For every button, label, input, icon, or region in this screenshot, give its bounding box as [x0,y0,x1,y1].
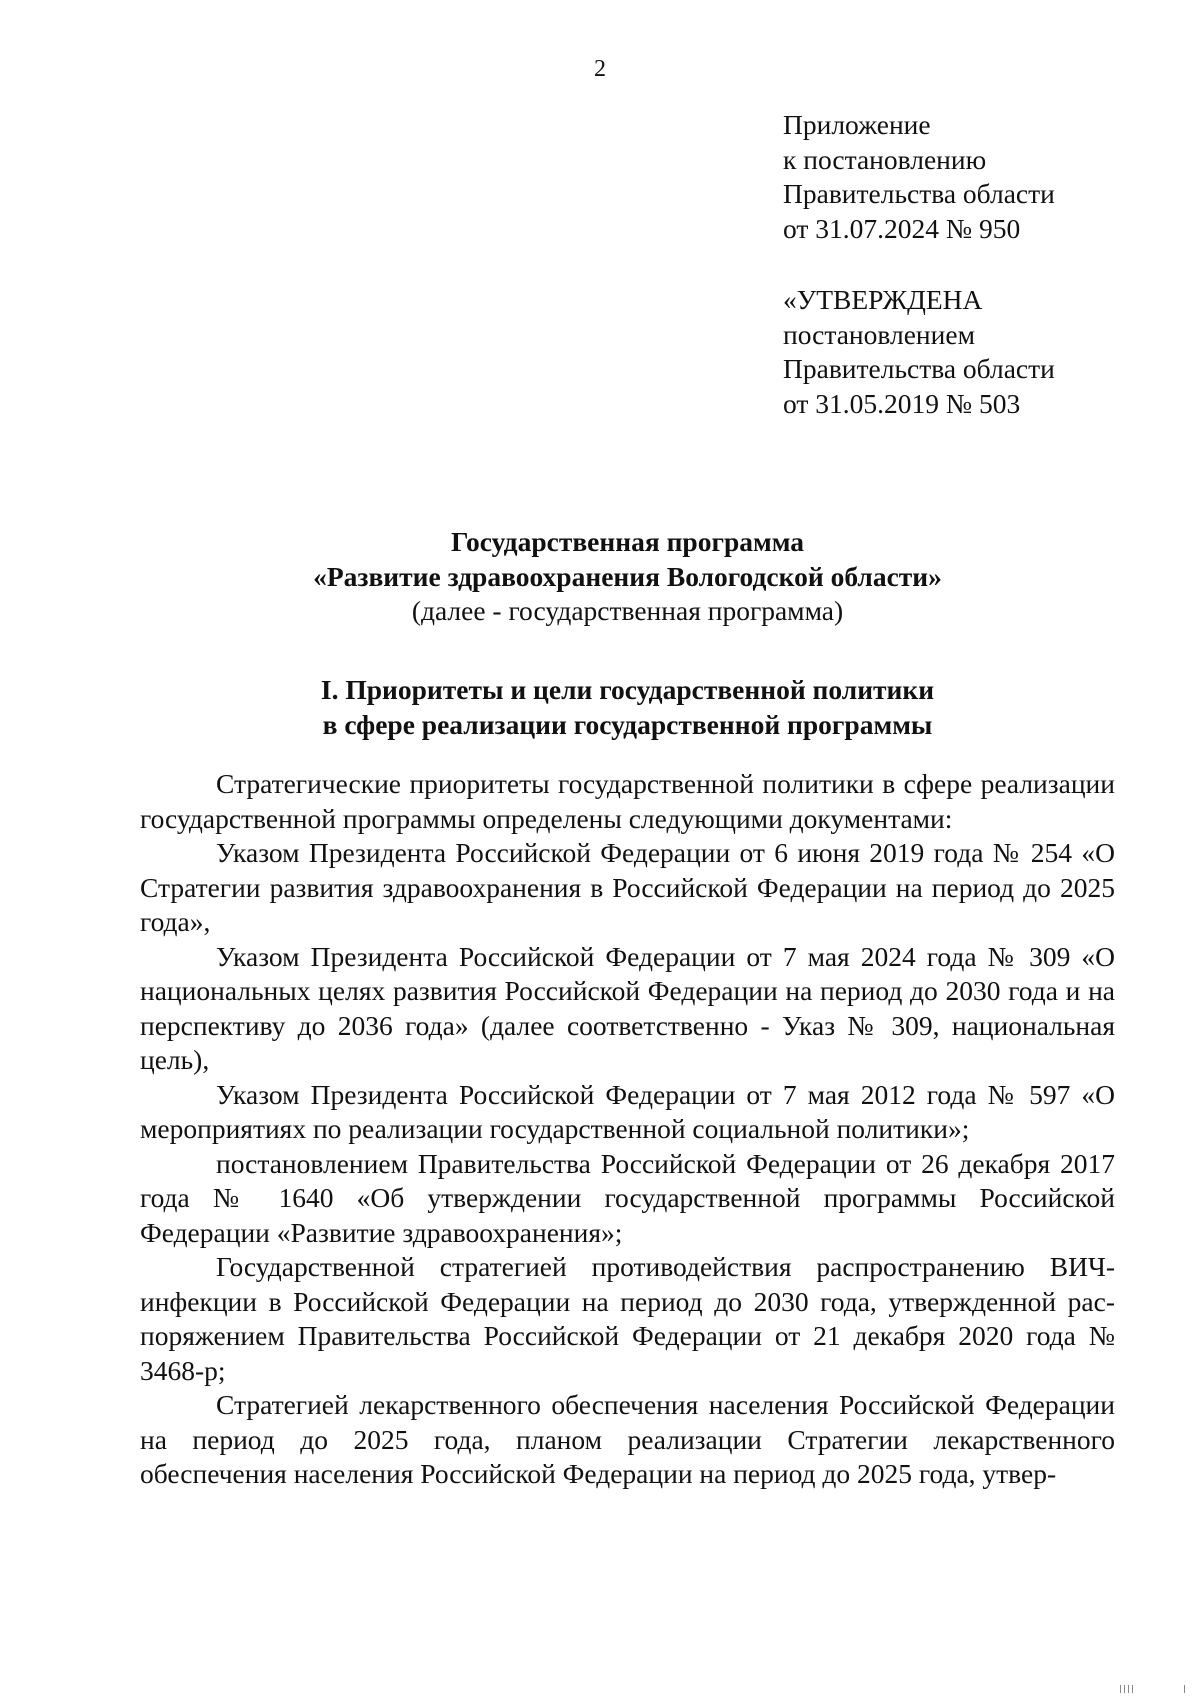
paragraph: постановлением Правительства Российской Федерации от 26 декабря 2017 года № 1640 «Об утверждении государственной программы Российской Федерации «Развитие здравоохранения»; [140,1147,1115,1248]
paragraph: Стратегией лекарственного обеспечения населения Российской Федерации на период до 2025 года, планом реализации Стратегии лекарственного обеспечения населения Российской Федерации на период до 2025 года, утвер- [140,1389,1115,1489]
section-heading-line: I. Приоритеты и цели государственной политики [320,674,935,705]
paragraph: Стратегические приоритеты государственной политики в сфере реализации государственной программы определены следующими документами: [140,768,1115,834]
page-number: 2 [594,56,606,82]
paragraph: Государственной стратегией противодействия распространению ВИЧ-инфекции в Российской Федерации на период до 2030 года, утвержденной распоряжением Правительства Российской Федерации от 21 декабря 2020 года № 3468-р; [140,1251,1115,1386]
approval-line: «УТВЕРЖДЕНА [783,284,983,315]
appendix-line: Приложение [783,109,931,140]
body-text [140,767,1115,1492]
approval-note [783,283,1055,421]
approval-line: Правительства области [783,353,1055,384]
appendix-note [783,108,1055,246]
section-heading-line: в сфере реализации государственной программы [322,708,933,740]
appendix-line: Правительства области [783,178,1055,209]
section-heading [140,673,1115,742]
paragraph: Указом Президента Российской Федерации от 7 мая 2024 года № 309 «О национальных целях развития Российской Федерации на период до 2030 года и на перспективу до 2036 года» (далее соответственно - Указ № 309, национальная цель), [140,940,1115,1075]
approval-line: постановлением [783,318,975,350]
paragraph: Указом Президента Российской Федерации от 7 мая 2012 года № 597 «О мероприятиях по реализации государственной социальной политики»; [140,1078,1115,1144]
appendix-line: к постановлению [783,143,987,175]
appendix-line: от 31.07.2024 № 950 [783,212,1021,244]
approval-line: от 31.05.2019 № 503 [783,387,1021,419]
scan-artifact-marks [1072,1681,1192,1693]
program-title-line: Государственная программа [450,526,805,557]
program-title [140,525,1115,629]
program-title-note: (далее - государственная программа) [411,595,844,626]
program-title-line: «Развитие здравоохранения Вологодской области» [313,560,942,592]
paragraph: Указом Президента Российской Федерации от 6 июня 2019 года № 254 «О Стратегии развития здравоохранения в Российской Федерации на период до 2025 года», [140,837,1115,937]
